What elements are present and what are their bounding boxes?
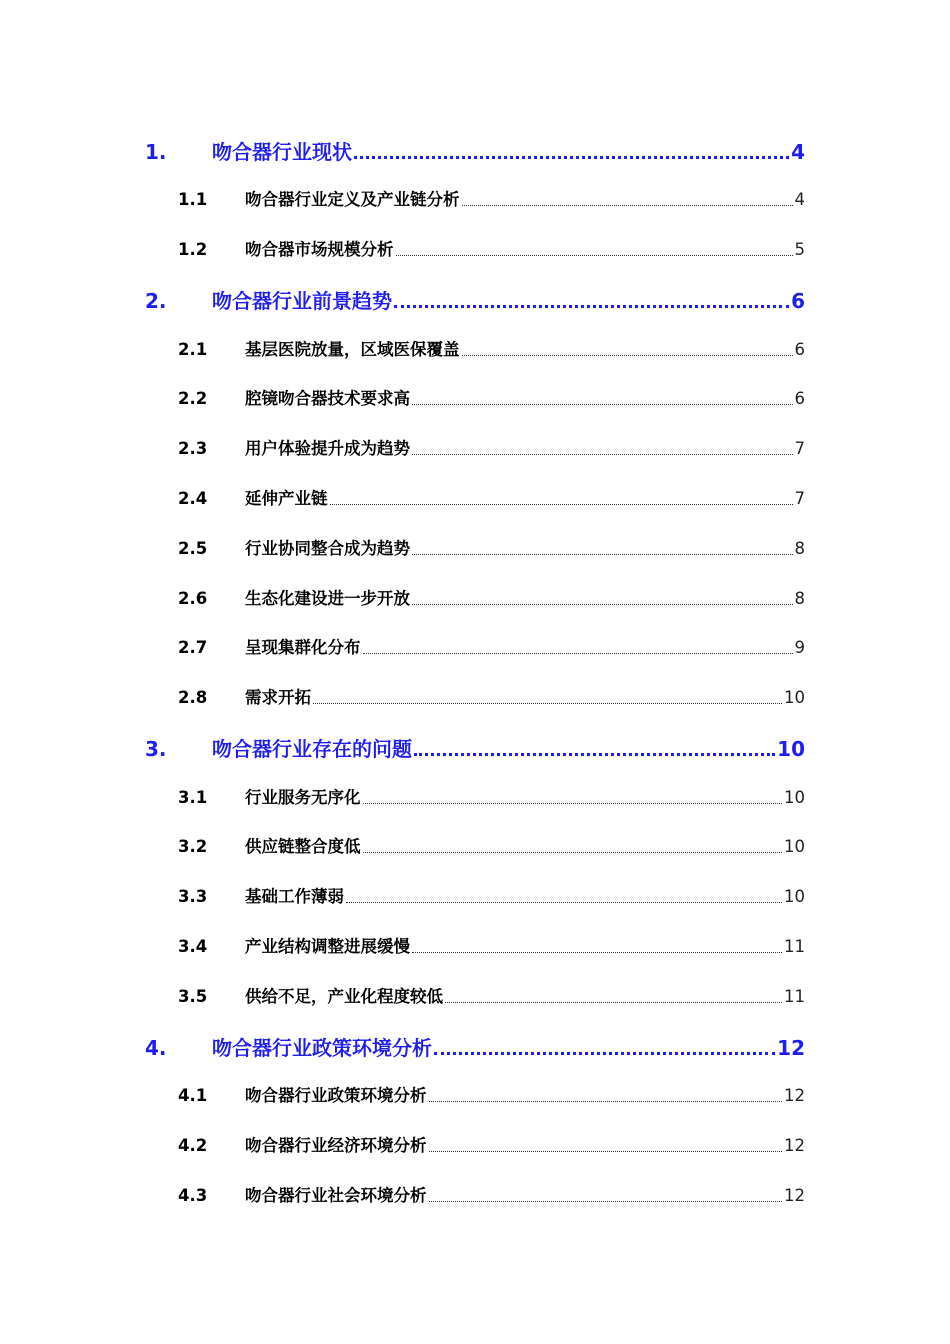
toc-entry-title: 吻合器行业前景趋势	[212, 289, 392, 313]
toc-entry-title: 生态化建设进一步开放	[245, 589, 410, 608]
toc-entry-title: 吻合器行业经济环境分析	[245, 1136, 427, 1155]
toc-entry-number: 2.1	[178, 340, 208, 359]
dot-leader	[346, 883, 782, 909]
toc-entry-4-2[interactable]	[178, 1132, 805, 1158]
toc-entry-title: 吻合器行业定义及产业链分析	[245, 190, 460, 209]
toc-entry-page: 12	[784, 1136, 805, 1155]
toc-entry-page: 4	[794, 190, 805, 209]
toc-entry-title: 供应链整合度低	[245, 837, 361, 856]
toc-entry-2-5[interactable]	[178, 535, 805, 561]
dot-leader	[414, 733, 775, 763]
toc-entry-title: 用户体验提升成为趋势	[245, 439, 410, 458]
toc-entry-page: 4	[791, 140, 805, 164]
dot-leader	[412, 435, 793, 461]
toc-entry-page: 10	[784, 887, 805, 906]
dot-leader	[429, 1082, 783, 1108]
toc-entry-page: 12	[784, 1186, 805, 1205]
toc-entry-2-3[interactable]	[178, 435, 805, 461]
toc-entry-page: 11	[784, 987, 805, 1006]
dot-leader	[313, 684, 782, 710]
toc-entry-number: 2.7	[178, 638, 208, 657]
toc-entry-number: 1.2	[178, 240, 208, 259]
toc-entry-page: 8	[794, 539, 805, 558]
dot-leader	[363, 634, 793, 660]
toc-entry-page: 6	[794, 340, 805, 359]
dot-leader	[363, 833, 783, 859]
toc-entry-page: 10	[784, 688, 805, 707]
toc-entry-number: 3.	[145, 737, 167, 761]
toc-entry-number: 1.	[145, 140, 167, 164]
toc-entry-title: 供给不足，产业化程度较低	[245, 987, 443, 1006]
toc-entry-1-2[interactable]	[178, 236, 805, 262]
toc-entry-title: 吻合器市场规模分析	[245, 240, 394, 259]
toc-entry-3-1[interactable]	[178, 784, 805, 810]
toc-entry-number: 3.4	[178, 937, 208, 956]
dot-leader	[429, 1182, 783, 1208]
toc-entry-page: 10	[784, 788, 805, 807]
toc-entry-page: 11	[784, 937, 805, 956]
toc-entry-page: 7	[794, 489, 805, 508]
toc-entry-number: 2.2	[178, 389, 208, 408]
toc-entry-page: 6	[794, 389, 805, 408]
toc-entry-page: 7	[794, 439, 805, 458]
dot-leader	[462, 336, 793, 362]
dot-leader	[429, 1132, 783, 1158]
toc-entry-page: 12	[784, 1086, 805, 1105]
toc-entry-title: 吻合器行业现状	[212, 140, 352, 164]
toc-entry-page: 10	[784, 837, 805, 856]
toc-entry-title: 呈现集群化分布	[245, 638, 361, 657]
toc-entry-title: 吻合器行业政策环境分析	[245, 1086, 427, 1105]
toc-entry-page: 12	[777, 1036, 805, 1060]
toc-entry-4[interactable]	[145, 1032, 805, 1062]
toc-entry-2-4[interactable]	[178, 485, 805, 511]
toc-entry-title: 行业协同整合成为趋势	[245, 539, 410, 558]
toc-entry-page: 5	[794, 240, 805, 259]
toc-entry-page: 8	[794, 589, 805, 608]
dot-leader	[462, 186, 793, 212]
toc-entry-number: 4.	[145, 1036, 167, 1060]
toc-entry-number: 3.2	[178, 837, 208, 856]
toc-entry-2-1[interactable]	[178, 336, 805, 362]
dot-leader	[330, 485, 793, 511]
toc-entry-2[interactable]	[145, 285, 805, 315]
dot-leader	[412, 933, 782, 959]
toc-entry-number: 4.3	[178, 1186, 208, 1205]
toc-entry-2-8[interactable]	[178, 684, 805, 710]
toc-entry-page: 10	[777, 737, 805, 761]
dot-leader	[412, 385, 793, 411]
toc-entry-title: 产业结构调整进展缓慢	[245, 937, 410, 956]
toc-entry-title: 吻合器行业政策环境分析	[212, 1036, 432, 1060]
toc-entry-number: 4.1	[178, 1086, 208, 1105]
toc-entry-2-7[interactable]	[178, 634, 805, 660]
toc-entry-3-4[interactable]	[178, 933, 805, 959]
toc-entry-1-1[interactable]	[178, 186, 805, 212]
toc-entry-title: 需求开拓	[245, 688, 311, 707]
toc-entry-number: 2.4	[178, 489, 208, 508]
toc-entry-number: 3.5	[178, 987, 208, 1006]
toc-entry-number: 2.	[145, 289, 167, 313]
toc-entry-1[interactable]	[145, 136, 805, 166]
toc-entry-title: 腔镜吻合器技术要求高	[245, 389, 410, 408]
toc-entry-4-3[interactable]	[178, 1182, 805, 1208]
toc-entry-number: 1.1	[178, 190, 208, 209]
toc-entry-4-1[interactable]	[178, 1082, 805, 1108]
toc-entry-number: 2.5	[178, 539, 208, 558]
dot-leader	[412, 535, 793, 561]
toc-entry-title: 吻合器行业社会环境分析	[245, 1186, 427, 1205]
toc-entry-page: 9	[794, 638, 805, 657]
toc-entry-number: 3.3	[178, 887, 208, 906]
dot-leader	[354, 136, 789, 166]
toc-entry-3-2[interactable]	[178, 833, 805, 859]
toc-entry-title: 延伸产业链	[245, 489, 328, 508]
toc-entry-title: 吻合器行业存在的问题	[212, 737, 412, 761]
toc-entry-title: 行业服务无序化	[245, 788, 361, 807]
toc-entry-page: 6	[791, 289, 805, 313]
dot-leader	[363, 784, 783, 810]
toc-entry-number: 2.8	[178, 688, 208, 707]
toc-entry-2-2[interactable]	[178, 385, 805, 411]
toc-entry-title: 基础工作薄弱	[245, 887, 344, 906]
toc-entry-3-5[interactable]	[178, 983, 805, 1009]
toc-entry-2-6[interactable]	[178, 585, 805, 611]
dot-leader	[394, 285, 789, 315]
dot-leader	[445, 983, 782, 1009]
dot-leader	[434, 1032, 775, 1062]
toc-entry-number: 3.1	[178, 788, 208, 807]
toc-entry-number: 2.3	[178, 439, 208, 458]
toc-entry-number: 2.6	[178, 589, 208, 608]
dot-leader	[396, 236, 793, 262]
toc-entry-3[interactable]	[145, 733, 805, 763]
toc-entry-number: 4.2	[178, 1136, 208, 1155]
dot-leader	[412, 585, 793, 611]
toc-entry-title: 基层医院放量，区域医保覆盖	[245, 340, 460, 359]
toc-entry-3-3[interactable]	[178, 883, 805, 909]
